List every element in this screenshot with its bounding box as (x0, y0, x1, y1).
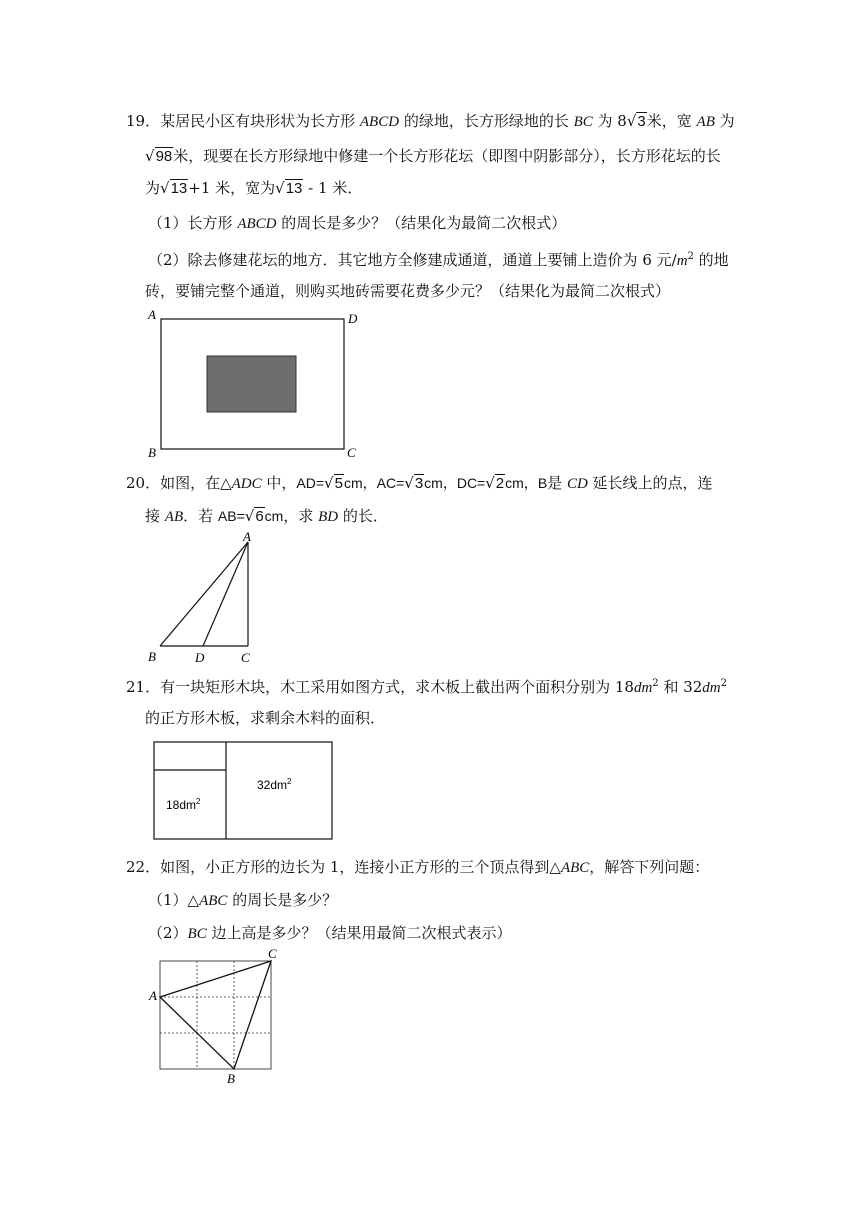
q21-number: 21． (126, 678, 161, 696)
q19-figure (140, 305, 365, 465)
sqrt-98: √98 (145, 147, 173, 165)
var-abc: ABC (199, 893, 228, 909)
sqrt-5: √5 (324, 474, 343, 492)
flower-bed-shaded (207, 356, 296, 412)
var-abcd: ABCD (359, 114, 400, 130)
text: （1）△ (148, 891, 200, 909)
q22-part2 (148, 923, 512, 944)
sqrt-3: √3 (404, 474, 424, 492)
text: 米，宽 (646, 112, 697, 130)
text: 为 8 (592, 112, 627, 130)
vertex-d: D (348, 311, 358, 326)
text: 为 (145, 179, 161, 197)
sqrt-6: √6 (244, 507, 264, 525)
var-bc: BC (187, 926, 207, 942)
text: AC= (376, 475, 405, 491)
var-abc: ABC (560, 860, 590, 876)
text: cm， (424, 475, 457, 491)
text: 边上高是多少？（结果用最简二次根式表示） (206, 924, 512, 942)
line-ab (160, 542, 248, 646)
radicand: 3 (414, 475, 424, 492)
grid-dotted (160, 961, 271, 1069)
text: cm， (343, 475, 377, 491)
sqrt-13b: √13 (275, 179, 303, 197)
superscript: 2 (720, 678, 728, 689)
text: ．若 (183, 507, 218, 525)
text: 和 32 (658, 678, 703, 696)
vertex-c: C (347, 445, 356, 460)
q20-line2 (145, 506, 388, 527)
text: 中， (261, 474, 297, 492)
q19-part2b: 砖，要铺完整个通道，则购买地砖需要花费多少元？（结果化为最简二次根式） (145, 282, 671, 300)
text: AB= (217, 508, 245, 524)
superscript: 2 (196, 797, 201, 806)
var-adc: ADC (231, 476, 262, 492)
q19-line3 (145, 178, 362, 199)
vertex-a: A (243, 530, 251, 544)
text: AD= (296, 475, 325, 491)
text: 的周长是多少？ (227, 891, 338, 909)
label-18dm2 (166, 797, 201, 812)
superscript: 2 (687, 251, 694, 262)
line-ad (203, 542, 248, 646)
unit-m: m (676, 253, 688, 269)
text: 如图，小正方形的边长为 1，连接小正方形的三个顶点得到△ (160, 858, 561, 876)
sqrt-13a: √13 (160, 179, 188, 197)
text: cm (264, 508, 284, 524)
var-bd: BD (318, 509, 339, 525)
q22-figure (145, 945, 285, 1087)
board-outline (154, 742, 332, 839)
text: 米，现要在长方形绿地中修建一个长方形花坛（即图中阴影部分），长方形花坛的长 (173, 147, 721, 165)
text: - 1 米． (303, 179, 363, 197)
radicand: 3 (637, 113, 646, 130)
superscript: 2 (652, 678, 659, 689)
vertex-a: A (148, 307, 156, 322)
superscript: 2 (287, 777, 292, 786)
q21-line1 (126, 674, 727, 698)
q19-part2a (148, 247, 729, 271)
text: 是 (547, 474, 567, 492)
radicand: 5 (334, 475, 343, 492)
text: 有一块矩形木块，木工采用如图方式，求木板上截出两个面积分别为 18 (160, 678, 634, 696)
text: 的长． (338, 507, 388, 525)
q20-number: 20． (126, 474, 161, 492)
text: 32dm (257, 778, 288, 792)
text: 18dm (166, 798, 197, 812)
text: （1）长方形 (148, 214, 238, 232)
q22-number: 22． (126, 858, 161, 876)
text: （2）除去修建花坛的地方．其它地方全修建成通道，通道上要铺上造价为 6 元/ (148, 251, 677, 269)
vertex-a: A (149, 988, 157, 1003)
text: 接 (145, 507, 165, 525)
var-cd: CD (566, 476, 588, 492)
text: 如图，在△ (160, 474, 232, 492)
var-bc: BC (573, 114, 593, 130)
sqrt-2: √2 (485, 474, 505, 492)
unit-dm: dm (633, 680, 653, 696)
q19-part1 (148, 213, 566, 234)
text: ，求 (283, 507, 319, 525)
text: ，解答下列问题： (589, 858, 710, 876)
sqrt-3: √3 (626, 112, 646, 130)
q19-line1 (126, 111, 735, 132)
q19-line2 (145, 146, 721, 167)
vertex-d: D (195, 650, 205, 665)
q20-figure (140, 530, 270, 668)
q19-number: 19． (126, 112, 161, 130)
text: 为 (714, 112, 735, 130)
q22-line1 (126, 857, 709, 878)
q21-line2: 的正方形木板，求剩余木料的面积． (145, 709, 386, 727)
text: cm， (505, 475, 538, 491)
var-ab: AB (164, 509, 184, 525)
vertex-c: C (268, 946, 277, 961)
var-ab: AB (696, 114, 715, 130)
q22-part1 (148, 890, 337, 911)
text: （2） (148, 924, 188, 942)
radicand: 6 (255, 508, 264, 525)
text: 某居民小区有块形状为长方形 (160, 112, 360, 130)
text: B (537, 475, 548, 491)
text: 的绿地，长方形绿地的长 (399, 112, 574, 130)
grid-border (160, 961, 271, 1069)
q21-figure (150, 738, 340, 844)
label-32dm2 (257, 777, 292, 792)
text: DC= (456, 475, 486, 491)
unit-dm: dm (702, 680, 721, 696)
q20-line1 (126, 473, 713, 494)
text: +1 米，宽为 (188, 179, 276, 197)
radicand: 13 (285, 180, 303, 197)
text: 的地 (693, 251, 729, 269)
vertex-b: B (148, 649, 156, 664)
vertex-b: B (227, 1071, 235, 1086)
text: 的周长是多少？（结果化为最简二次根式） (276, 214, 567, 232)
text: 延长线上的点，连 (587, 474, 713, 492)
radicand: 2 (495, 475, 505, 492)
triangle-abc (160, 961, 271, 1069)
vertex-c: C (241, 650, 250, 665)
var-abcd: ABCD (237, 216, 277, 232)
radicand: 98 (155, 148, 173, 165)
vertex-b: B (148, 445, 156, 460)
radicand: 13 (170, 180, 188, 197)
